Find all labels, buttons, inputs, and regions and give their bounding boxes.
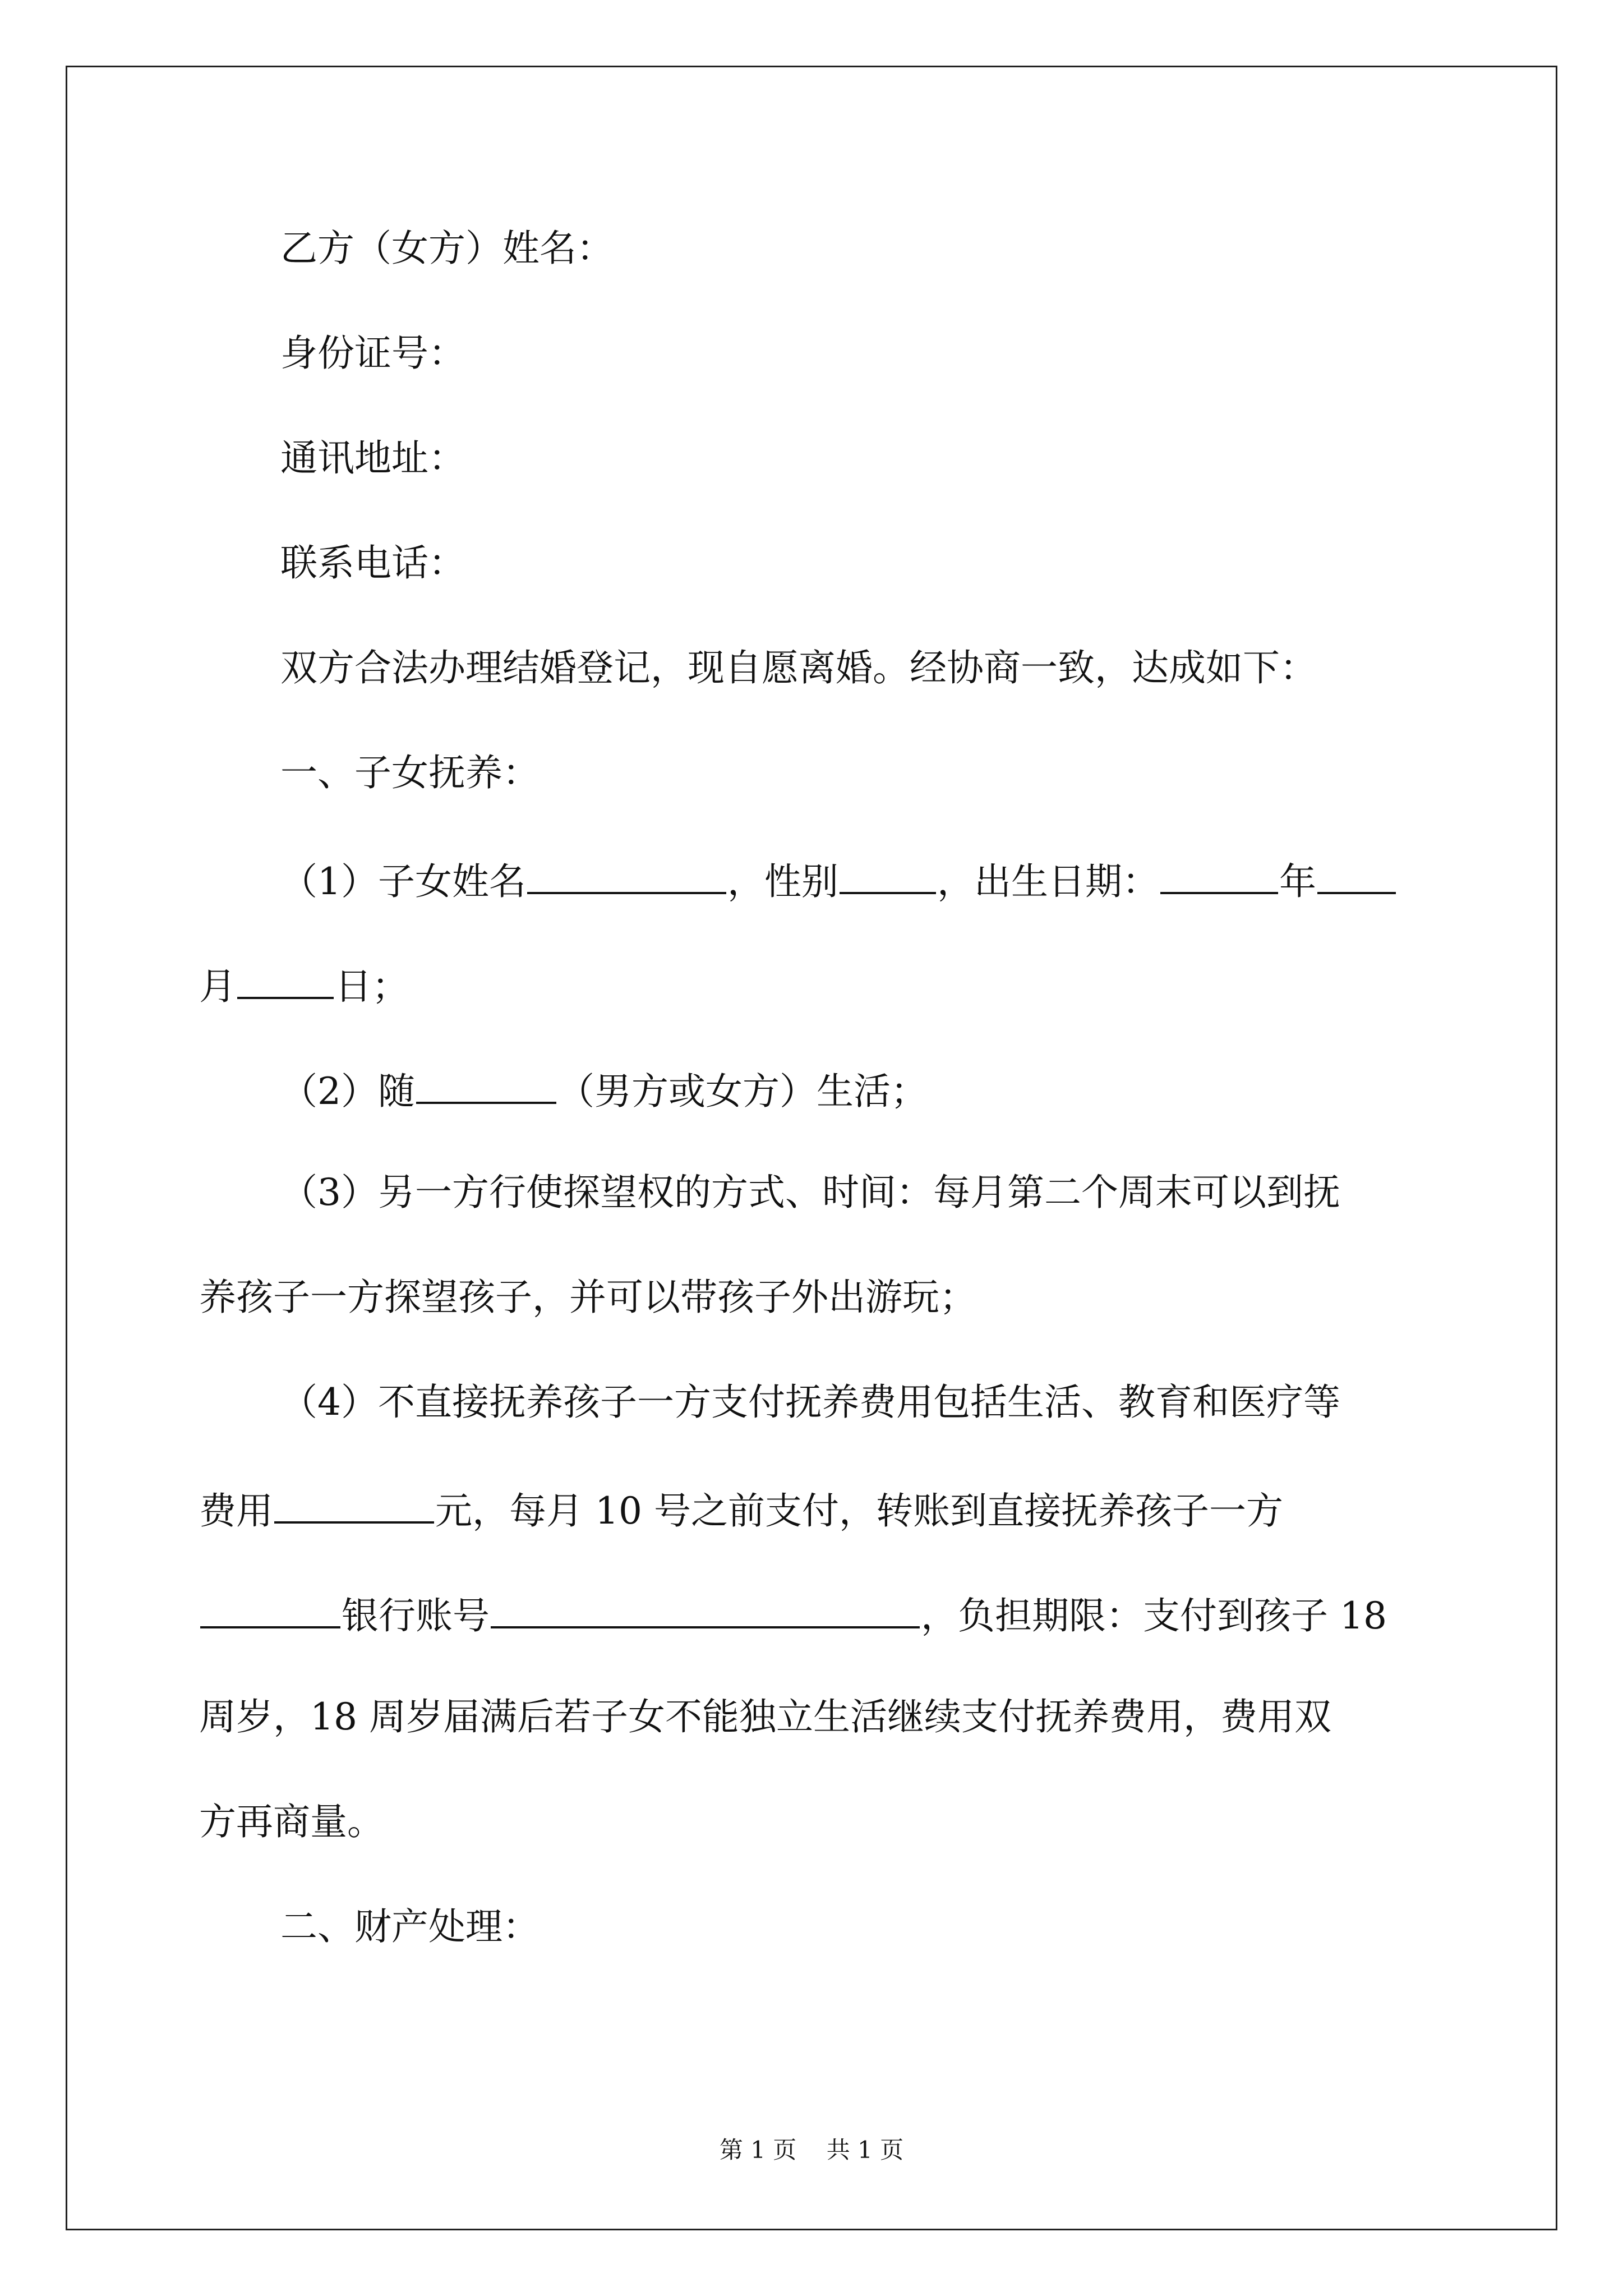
clause-1-day-label: 日； <box>335 965 409 1008</box>
clause-4-fee-label: 费用 <box>199 1489 273 1533</box>
birth-day-blank <box>237 964 334 999</box>
bank-name-blank <box>200 1594 340 1628</box>
clause-1-birthdate-label: ，出生日期： <box>937 860 1159 903</box>
custodian-blank <box>416 1069 556 1104</box>
clause-4-line-5: 方再商量。 <box>199 1800 384 1843</box>
clause-4-line-3 <box>199 1594 1387 1635</box>
clause-4-fee-suffix: 元，每月 10 号之前支付，转账到直接抚养孩子一方 <box>435 1489 1283 1533</box>
clause-2-line <box>280 1069 928 1113</box>
birth-year-blank <box>1160 859 1278 894</box>
clause-1-line-2 <box>199 964 409 1008</box>
clause-2-suffix: （男方或女方）生活； <box>557 1070 928 1113</box>
clause-1-month-label: 月 <box>199 965 236 1008</box>
clause-4-line-2 <box>199 1489 1283 1533</box>
gender-blank <box>840 859 936 894</box>
clause-1-gender-label: ，性别 <box>727 860 838 903</box>
line-agreement-intro: 双方合法办理结婚登记，现自愿离婚。经协商一致，达成如下： <box>280 646 1317 689</box>
clause-4-line-1: （4）不直接抚养孩子一方支付抚养费用包括生活、教育和医疗等 <box>280 1381 1340 1424</box>
child-name-blank <box>527 859 726 894</box>
fee-amount-blank <box>274 1489 434 1524</box>
clause-4-line-4: 周岁，18 周岁届满后若子女不能独立生活继续支付抚养费用，费用双 <box>199 1695 1331 1738</box>
clause-1-child-name-label: （1）子女姓名 <box>280 860 526 903</box>
clause-1-line-1 <box>280 859 1397 903</box>
bank-account-blank <box>491 1594 920 1628</box>
clause-4-term-label: ，负担期限：支付到孩子 18 <box>921 1594 1387 1637</box>
section-heading-property: 二、财产处理： <box>280 1905 540 1948</box>
section-heading-child-custody: 一、子女抚养： <box>280 751 540 794</box>
clause-3-line-2: 养孩子一方探望孩子，并可以带孩子外出游玩； <box>199 1276 976 1319</box>
clause-1-year-label: 年 <box>1279 860 1316 903</box>
line-address: 通讯地址： <box>280 436 465 480</box>
birth-month-blank-start <box>1317 859 1396 894</box>
clause-2-label: （2）随 <box>280 1070 415 1113</box>
clause-3-line-1: （3）另一方行使探望权的方式、时间：每月第二个周末可以到抚 <box>280 1171 1340 1214</box>
line-phone: 联系电话： <box>280 541 465 585</box>
line-party-b-name: 乙方（女方）姓名： <box>280 227 614 270</box>
page-footer: 第 1 页 共 1 页 <box>719 2136 904 2164</box>
clause-4-account-label: 银行账号 <box>342 1594 490 1637</box>
line-id-number: 身份证号： <box>280 332 465 375</box>
